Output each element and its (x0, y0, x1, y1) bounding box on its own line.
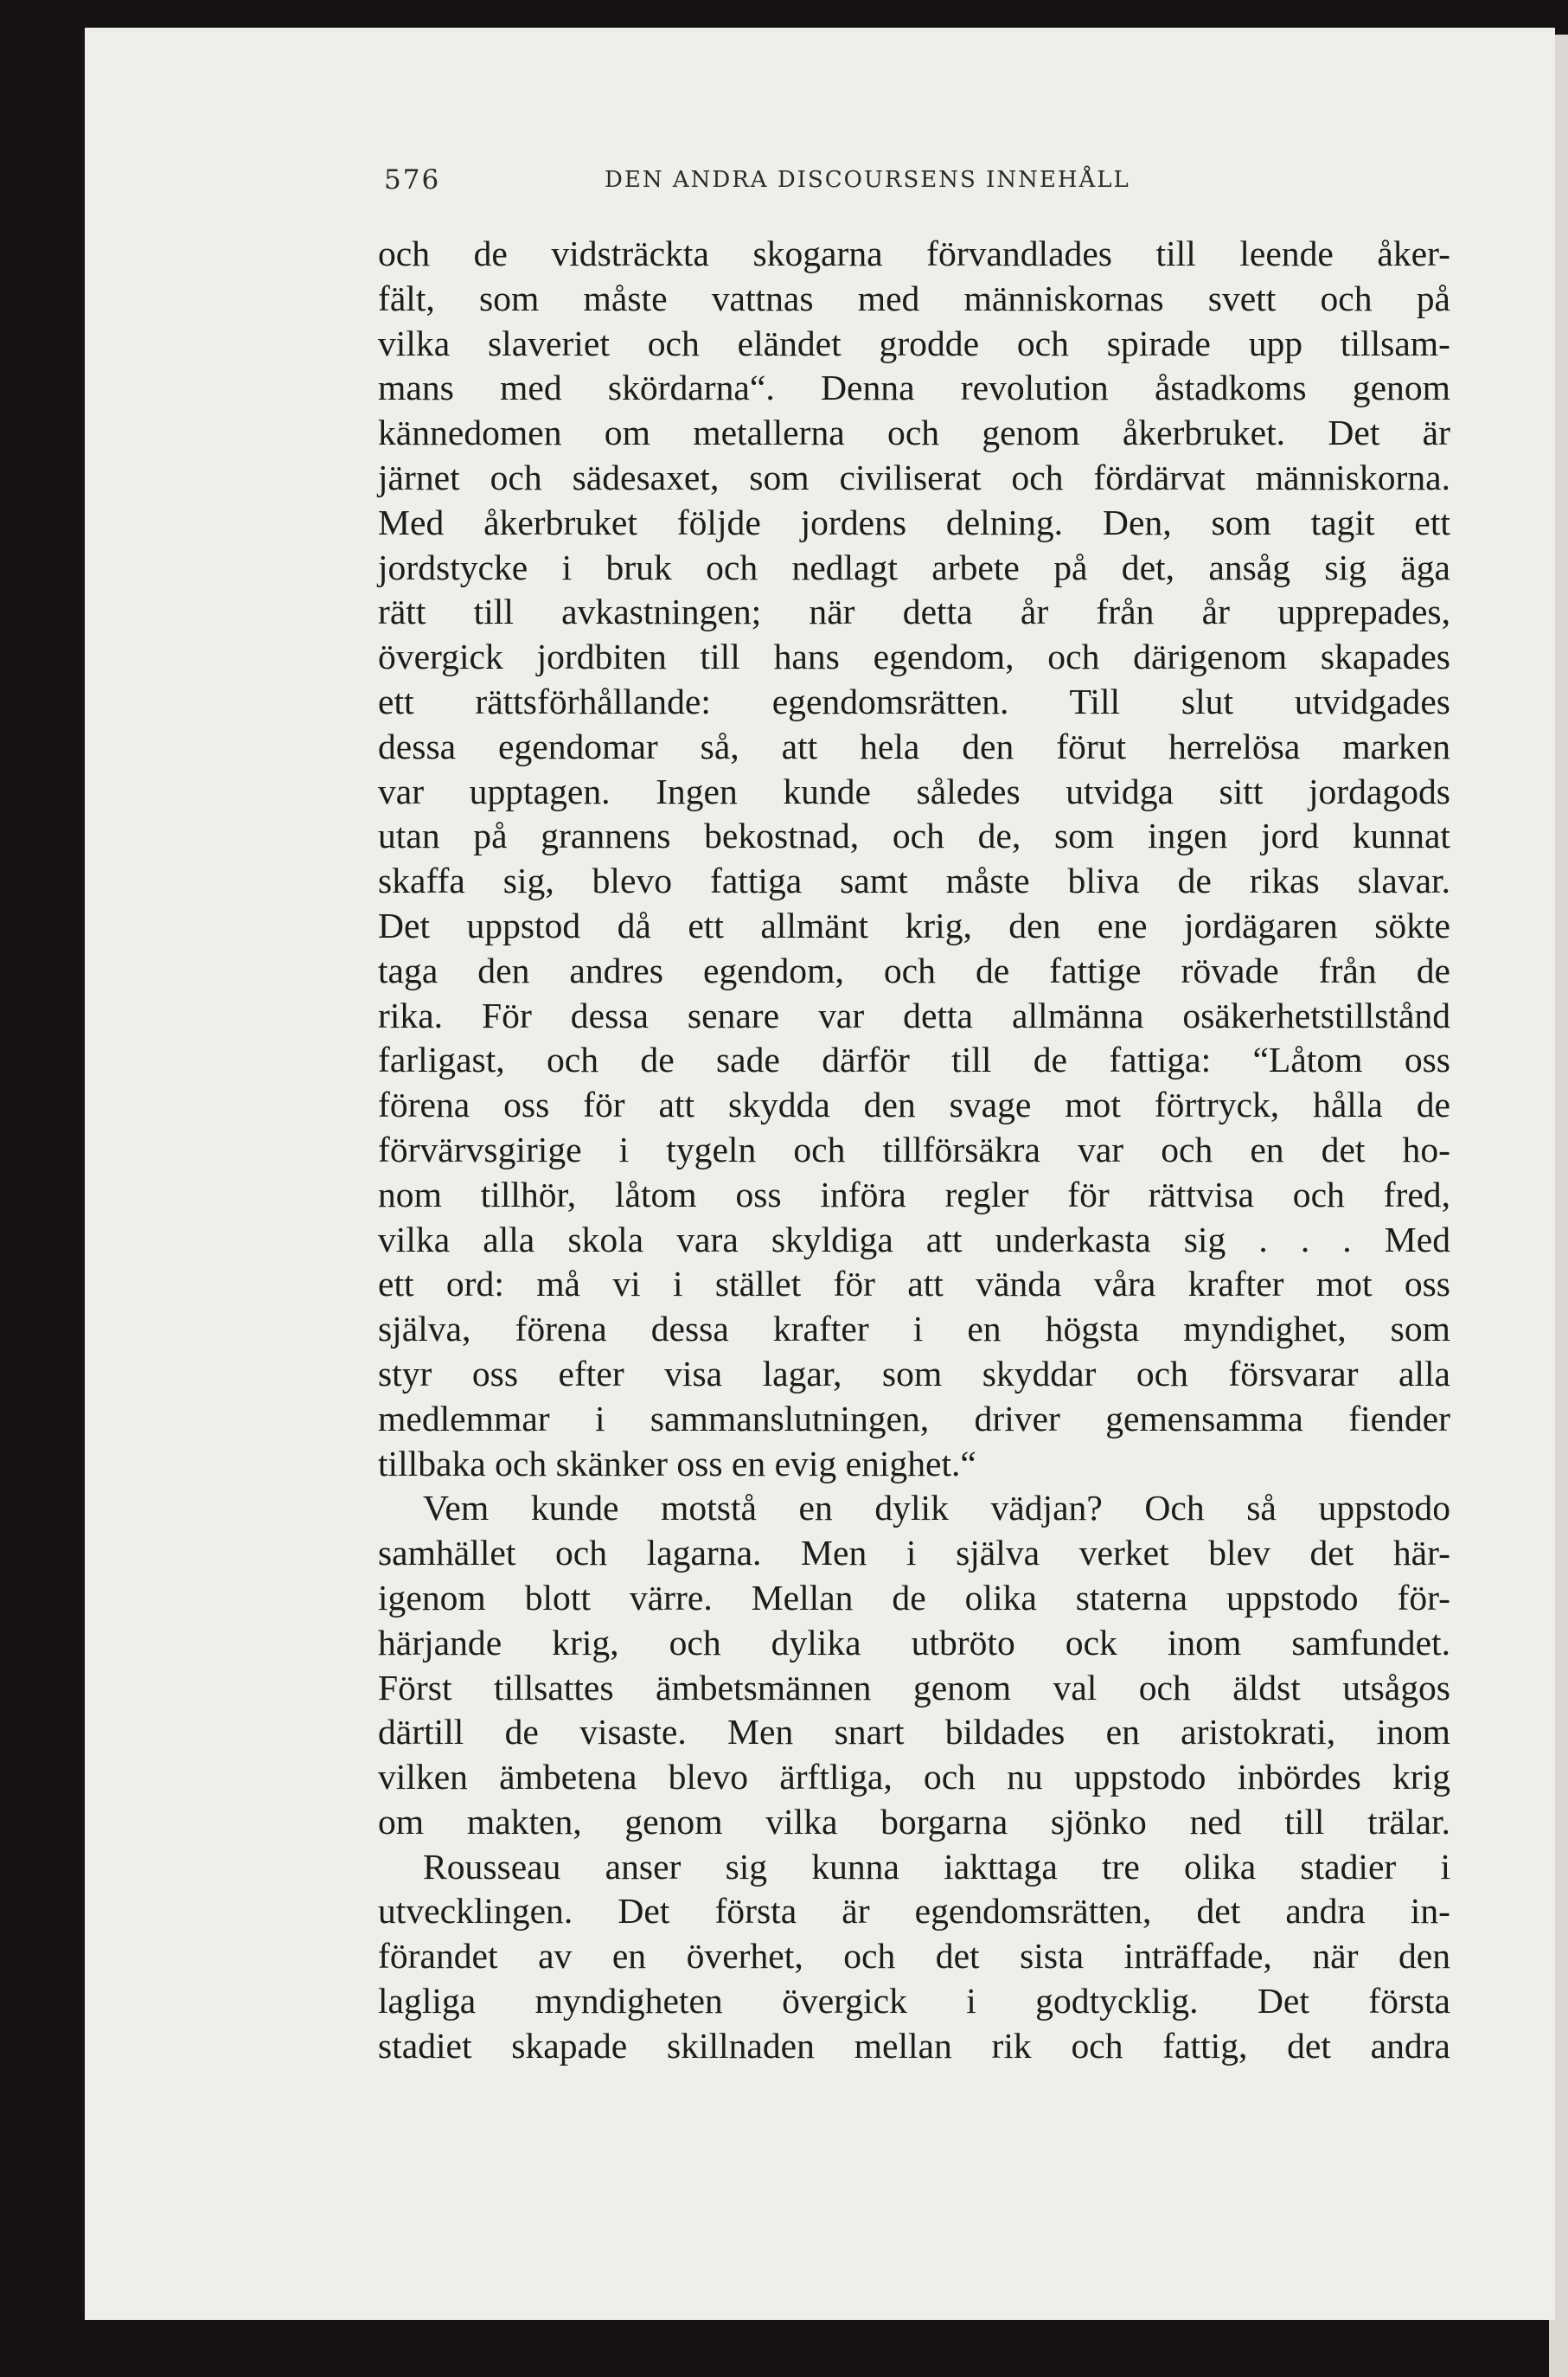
text-line: förvärvsgirige i tygeln och tillförsäkra var och en det ho- (378, 1129, 1450, 1169)
text-line: vilka alla skola vara skyldiga att underkasta sig . . . Med (378, 1219, 1450, 1259)
text-line: nom tillhör, låtom oss införa regler för rättvisa och fred, (378, 1174, 1450, 1214)
text-line: lagliga myndigheten övergick i godtycklig. Det första (378, 1981, 1450, 2021)
text-line: Med åkerbruket följde jordens delning. Den, som tagit ett (378, 502, 1450, 542)
text-line: vilken ämbetena blevo ärftliga, och nu uppstodo inbördes krig (378, 1757, 1450, 1797)
page-number: 576 (384, 164, 441, 195)
text-line: Rousseau anser sig kunna iakttaga tre olika stadier i (423, 1846, 1450, 1887)
text-line: farligast, och de sade därför till de fattiga: “Låtom oss (378, 1040, 1450, 1080)
text-line: järnet och sädesaxet, som civiliserat och fördärvat människorna. (378, 457, 1450, 497)
text-line: Först tillsattes ämbetsmännen genom val och äldst utsågos (378, 1667, 1450, 1707)
text-line: styr oss efter visa lagar, som skyddar och försvarar alla (378, 1353, 1450, 1394)
text-line: skaffa sig, blevo fattiga samt måste bliva de rikas slavar. (378, 861, 1450, 901)
body-text (378, 232, 1450, 2069)
text-line: samhället och lagarna. Men i själva verket blev det här- (378, 1533, 1450, 1573)
text-line: därtill de visaste. Men snart bildades en aristokrati, inom (378, 1712, 1450, 1752)
running-head: DEN ANDRA DISCOURSENS INNEHÅLL (605, 167, 1130, 193)
text-line: jordstycke i bruk och nedlagt arbete på det, ansåg sig äga (378, 547, 1450, 587)
text-line: medlemmar i sammanslutningen, driver gemensamma fiender (378, 1398, 1450, 1438)
text-line: om makten, genom vilka borgarna sjönko ned till trälar. (378, 1801, 1450, 1842)
text-line: rika. För dessa senare var detta allmänna osäkerhetstillstånd (378, 995, 1450, 1035)
text-line: var upptagen. Ingen kunde således utvidga sitt jordagods (378, 771, 1450, 811)
text-line: rätt till avkastningen; när detta år från år upprepades, (378, 592, 1450, 632)
text-line: Vem kunde motstå en dylik vädjan? Och så uppstodo (423, 1488, 1450, 1528)
text-line: tillbaka och skänker oss en evig enighet.“ (378, 1443, 976, 1483)
text-line: utvecklingen. Det första är egendomsrätten, det andra in- (378, 1891, 1450, 1932)
text-line: utan på grannens bekostnad, och de, som ingen jord kunnat (378, 816, 1450, 856)
text-line: dessa egendomar så, att hela den förut herrelösa marken (378, 726, 1450, 766)
text-line: övergick jordbiten till hans egendom, och därigenom skapades (378, 637, 1450, 677)
text-line: igenom blott värre. Mellan de olika staterna uppstodo för- (378, 1577, 1450, 1618)
text-line: förandet av en överhet, och det sista inträffade, när den (378, 1936, 1450, 1977)
text-line: mans med skördarna“. Denna revolution åstadkoms genom (378, 368, 1450, 408)
text-line: förena oss för att skydda den svage mot förtryck, hålla de (378, 1085, 1450, 1125)
text-line: vilka slaveriet och eländet grodde och spirade upp tillsam- (378, 323, 1450, 363)
text-line: ett ord: må vi i stället för att vända våra krafter mot oss (378, 1264, 1450, 1304)
text-line: ett rättsförhållande: egendomsrätten. Till slut utvidgades (378, 681, 1450, 721)
text-line: härjande krig, och dylika utbröto ock inom samfundet. (378, 1622, 1450, 1663)
text-line: Det uppstod då ett allmänt krig, den ene jordägaren sökte (378, 905, 1450, 945)
page-header (384, 164, 1456, 211)
text-line: fält, som måste vattnas med människornas svett och på (378, 278, 1450, 318)
text-line: taga den andres egendom, och de fattige rövade från de (378, 950, 1450, 990)
text-line: själva, förena dessa krafter i en högsta myndighet, som (378, 1309, 1450, 1349)
text-line: och de vidsträckta skogarna förvandlades till leende åker- (378, 234, 1450, 273)
text-line: kännedomen om metallerna och genom åkerbruket. Det är (378, 413, 1450, 453)
text-line: stadiet skapade skillnaden mellan rik och fattig, det andra (378, 2025, 1450, 2066)
